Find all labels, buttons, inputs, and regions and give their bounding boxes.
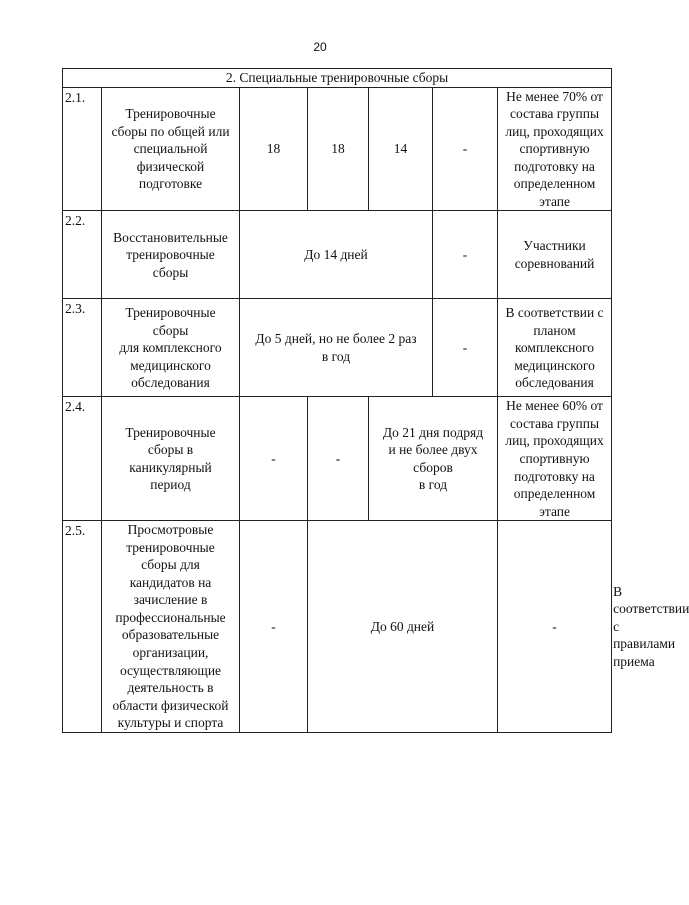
duration-cell-2: - bbox=[308, 397, 369, 521]
duration-cell-3: 14 bbox=[369, 87, 433, 211]
table-row bbox=[63, 397, 612, 521]
requirement-line: лиц, проходящих bbox=[505, 433, 604, 449]
requirement-line: подготовку на bbox=[514, 468, 595, 484]
camp-name-line: культуры и спорта bbox=[117, 715, 224, 731]
camp-name-line: сборы bbox=[152, 322, 189, 338]
camp-name-line: осуществляющие bbox=[119, 662, 222, 678]
duration-line: сборов bbox=[413, 459, 453, 475]
requirement-line: определенном bbox=[513, 486, 596, 502]
requirement-line: состава группы bbox=[510, 106, 600, 122]
camp-name-line: подготовке bbox=[138, 176, 203, 192]
row-number: 2.4. bbox=[63, 397, 102, 521]
camp-name-line: период bbox=[150, 477, 191, 493]
duration-line: и не более двух bbox=[388, 442, 478, 458]
table-row bbox=[63, 87, 612, 211]
requirement-line: состава группы bbox=[510, 415, 600, 431]
duration-merged: До 14 дней bbox=[240, 211, 433, 299]
camp-name-line: физической bbox=[136, 158, 205, 174]
requirement-line: этапе bbox=[539, 193, 570, 209]
camp-name-line: зачисление в bbox=[133, 592, 208, 608]
camp-name-line: Просмотровые bbox=[127, 522, 214, 538]
duration-merged: До 60 дней bbox=[308, 521, 498, 733]
duration-merged bbox=[369, 397, 498, 521]
training-camps-table bbox=[62, 68, 689, 733]
camp-name bbox=[102, 211, 240, 299]
row-number: 2.3. bbox=[63, 299, 102, 397]
camp-name-line: сборы bbox=[152, 264, 189, 280]
camp-name-line: области физической bbox=[112, 697, 229, 713]
row-number: 2.2. bbox=[63, 211, 102, 299]
duration-cell-1: - bbox=[240, 397, 308, 521]
camp-name-line: специальной bbox=[133, 141, 208, 157]
camp-name-line: каникулярный bbox=[129, 459, 212, 475]
camp-name-line: образовательные bbox=[121, 627, 220, 643]
table-row bbox=[63, 521, 612, 733]
table-row bbox=[63, 299, 612, 397]
camp-name bbox=[102, 87, 240, 211]
camp-name-line: кандидатов на bbox=[129, 574, 212, 590]
duration-merged bbox=[240, 299, 433, 397]
camp-name bbox=[102, 521, 240, 733]
requirement-line: подготовку на bbox=[514, 158, 595, 174]
camp-name-line: сборы для bbox=[141, 557, 200, 573]
camp-name bbox=[102, 397, 240, 521]
camp-name-line: обследования bbox=[131, 375, 210, 391]
requirement-line: спортивную bbox=[519, 141, 590, 157]
duration-cell-4: - bbox=[433, 211, 498, 299]
requirement-line: медицинского bbox=[514, 357, 595, 373]
requirement-line: В соответствии с bbox=[613, 583, 689, 634]
duration-cell-4: - bbox=[433, 299, 498, 397]
duration-cell-4: - bbox=[498, 521, 612, 733]
duration-line: До 5 дней, но не более 2 раз bbox=[255, 331, 417, 347]
participants-requirement bbox=[498, 211, 612, 299]
row-number: 2.1. bbox=[63, 87, 102, 211]
camp-name-line: организации, bbox=[132, 645, 209, 661]
participants-requirement bbox=[498, 87, 612, 211]
requirement-line: приема bbox=[613, 653, 655, 669]
requirement-line: спортивную bbox=[519, 451, 590, 467]
requirement-line: планом bbox=[533, 322, 576, 338]
section-title: 2. Специальные тренировочные сборы bbox=[63, 69, 612, 88]
duration-line: До 21 дня подряд bbox=[382, 424, 484, 440]
camp-name-line: Тренировочные bbox=[125, 305, 216, 320]
camp-name-line: тренировочные bbox=[126, 247, 215, 263]
requirement-line: лиц, проходящих bbox=[505, 123, 604, 139]
table-row bbox=[63, 211, 612, 299]
requirement-line: определенном bbox=[513, 176, 596, 192]
requirement-line: В соответствии с bbox=[505, 305, 604, 320]
camp-name-line: деятельность в bbox=[127, 680, 214, 696]
camp-name-line: сборы в bbox=[147, 442, 194, 458]
camp-name-line: профессиональные bbox=[115, 609, 226, 625]
requirement-line: Участники bbox=[523, 238, 586, 254]
camp-name bbox=[102, 299, 240, 397]
row-number: 2.5. bbox=[63, 521, 102, 733]
camp-name-line: сборы по общей или bbox=[111, 123, 230, 139]
page-number: 20 bbox=[313, 40, 327, 54]
duration-cell-4: - bbox=[433, 87, 498, 211]
requirement-line: Не менее 70% от bbox=[506, 88, 603, 104]
participants-requirement bbox=[498, 397, 612, 521]
requirement-line: этапе bbox=[539, 503, 570, 519]
camp-name-line: для комплексного bbox=[119, 340, 222, 356]
camp-name-line: тренировочные bbox=[126, 539, 215, 555]
camp-name-line: медицинского bbox=[130, 357, 211, 373]
camp-name-line: Восстановительные bbox=[113, 229, 228, 245]
camp-name-line: Тренировочные bbox=[125, 424, 216, 440]
duration-line: в год bbox=[418, 477, 448, 493]
duration-cell-1: 18 bbox=[240, 87, 308, 211]
duration-cell-2: 18 bbox=[308, 87, 369, 211]
requirement-line: Не менее 60% от bbox=[506, 398, 603, 414]
requirement-line: правилами bbox=[613, 636, 676, 652]
requirement-line: обследования bbox=[515, 375, 594, 391]
requirement-line: комплексного bbox=[515, 340, 595, 356]
participants-requirement bbox=[498, 299, 612, 397]
duration-cell-1: - bbox=[240, 521, 308, 733]
duration-line: в год bbox=[321, 348, 351, 364]
camp-name-line: Тренировочные bbox=[125, 106, 216, 122]
requirement-line: соревнований bbox=[514, 255, 595, 271]
